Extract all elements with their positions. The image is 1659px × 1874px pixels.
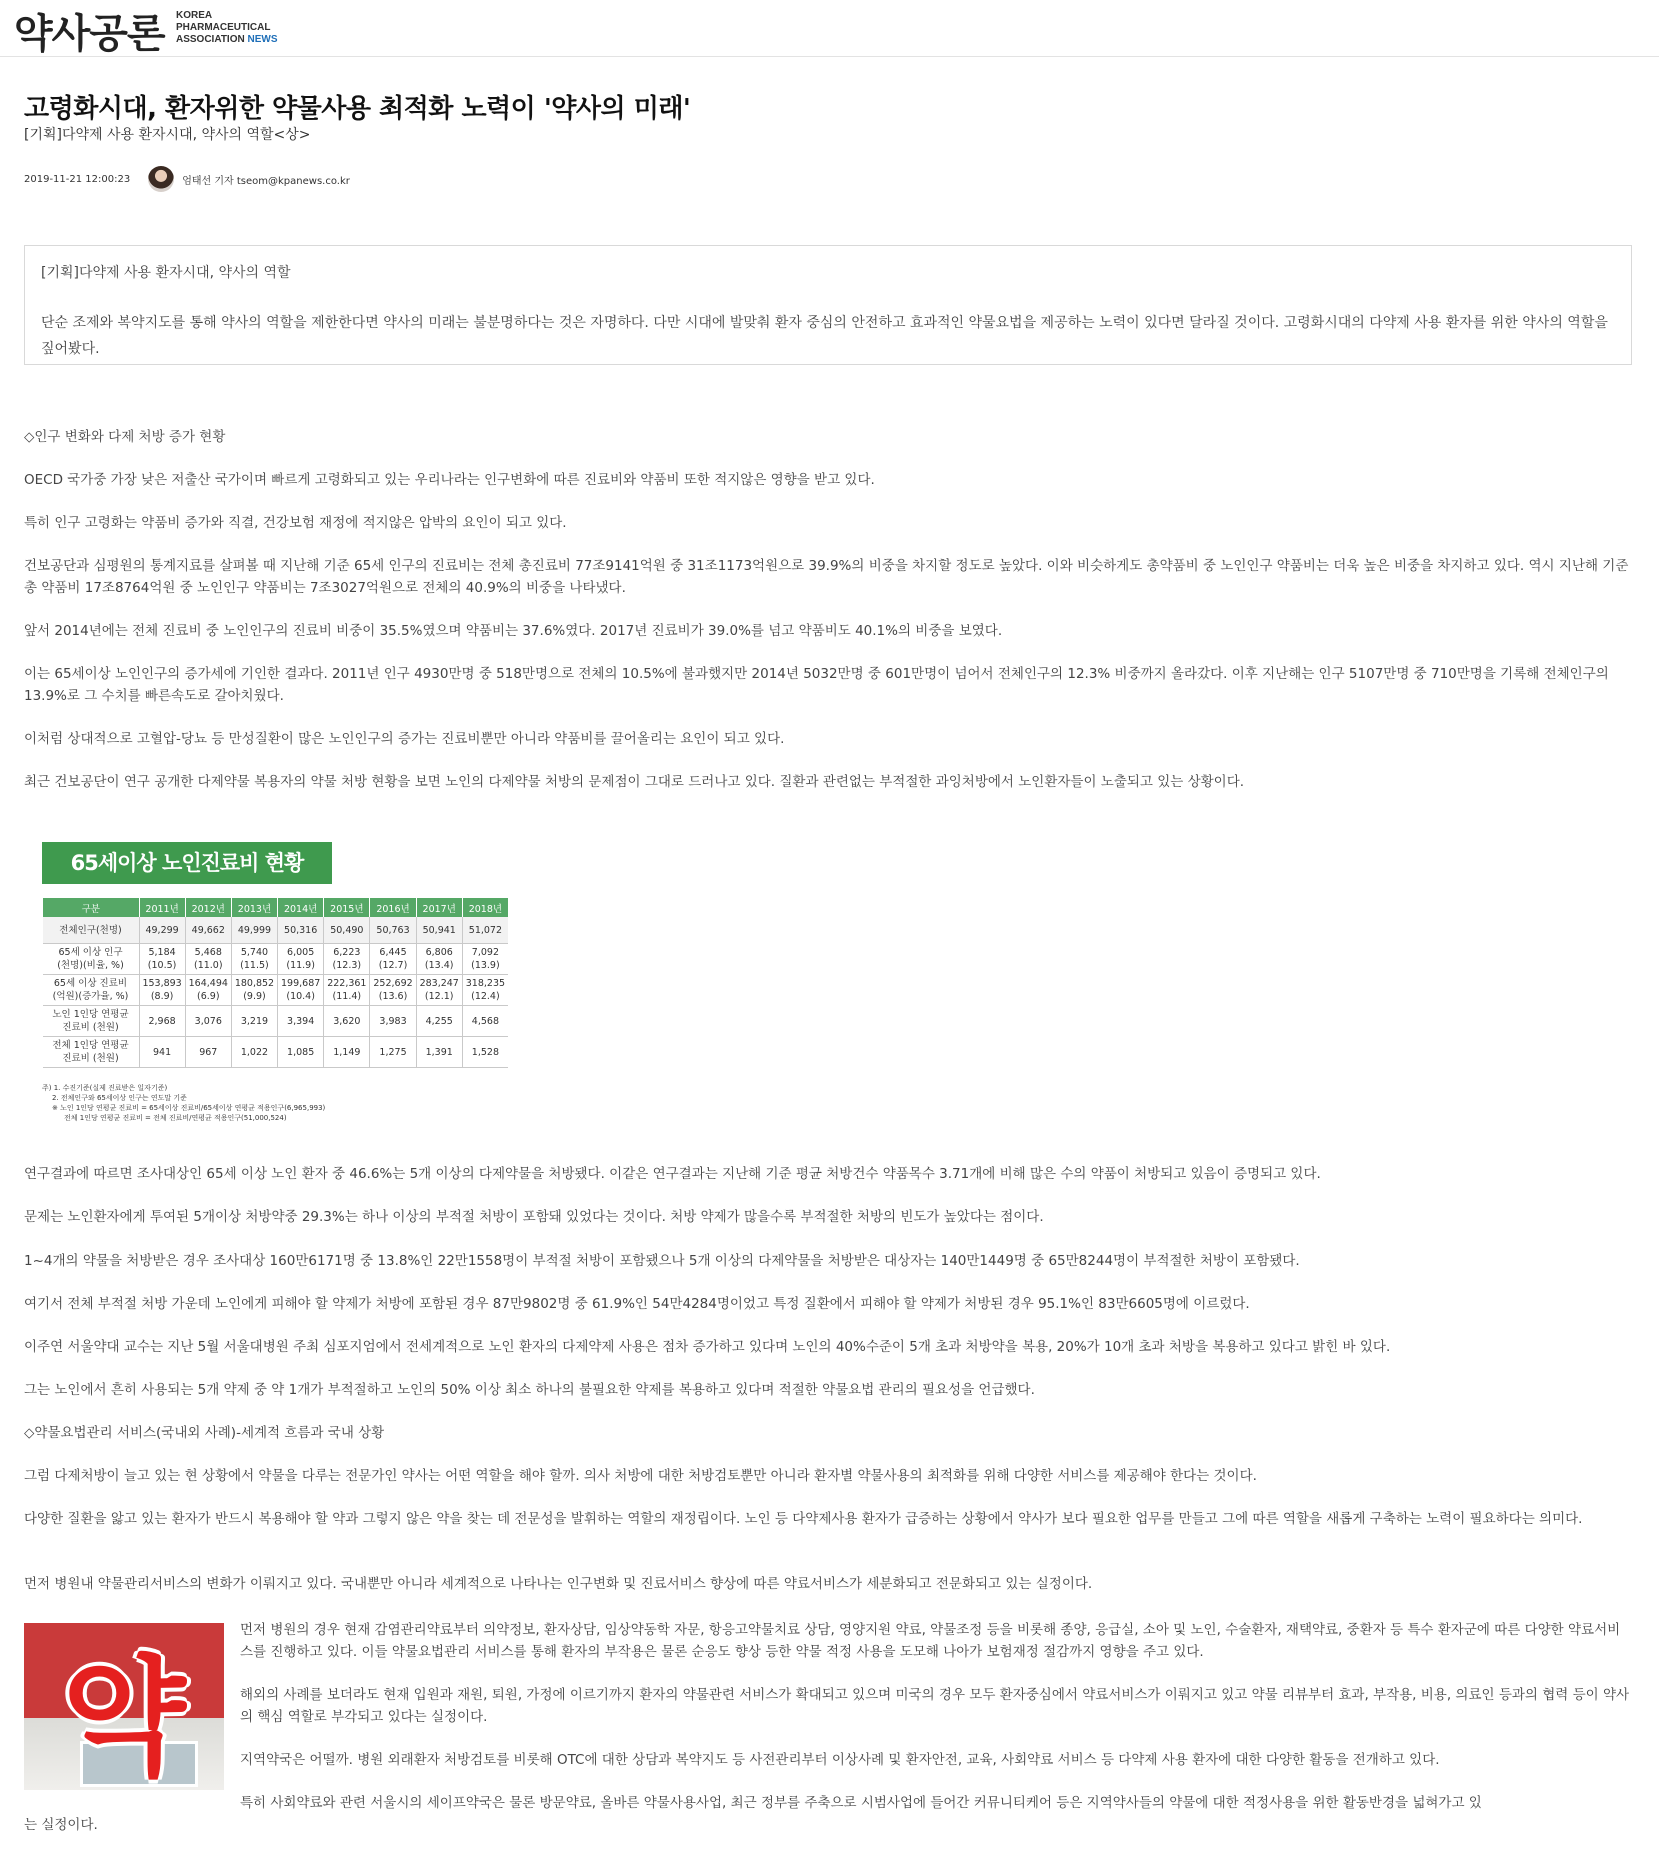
table-cell: 1,275 [370, 1037, 416, 1068]
table-cell: 164,494 (6.9) [185, 975, 231, 1006]
table-header: 2011년 [139, 898, 185, 917]
table-cell: 5,740 (11.5) [231, 944, 277, 975]
infographic-notes: 주) 1. 수진기준(실제 진료받은 일자기준) 2. 전체인구와 65세이상 인구는 연도말 기준 ※ 노인 1인당 연평균 진료비 = 65세이상 진료비/65세이상 연평균 적용인구(6,965,993) 전체 1인당 연평균 진료비 = 전체 진료비/연평균 적용인구(51,000,524) [42, 1084, 326, 1122]
table-cell: 50,763 [370, 917, 416, 944]
article-byline[interactable]: 엄태선 기자 tseom@kpanews.co.kr [182, 175, 350, 187]
article-paragraph: 문제는 노인환자에게 투여된 5개이상 처방약중 29.3%는 하나 이상의 부적절 처방이 포함돼 있었다는 것이다. 처방 약제가 많을수록 부적절한 처방의 빈도가 높았다는 점이다. [24, 1209, 1044, 1225]
table-row [43, 1006, 509, 1037]
table-header: 2017년 [416, 898, 462, 917]
table-cell: 50,316 [278, 917, 324, 944]
article-date: 2019-11-21 12:00:23 [24, 173, 131, 185]
article-paragraph: 특히 인구 고령화는 약품비 증가와 직결, 건강보험 재정에 적지않은 압박의 요인이 되고 있다. [24, 515, 567, 531]
article-paragraph: 앞서 2014년에는 전체 진료비 중 노인인구의 진료비 비중이 35.5%였으며 약품비는 37.6%였다. 2017년 진료비가 39.0%를 넘고 약품비도 40.1%의 비중을 보였다. [24, 623, 1003, 639]
table-cell: 3,394 [278, 1006, 324, 1037]
table-header: 2014년 [278, 898, 324, 917]
table-header: 2013년 [231, 898, 277, 917]
table-cell: 1,528 [462, 1037, 508, 1068]
article-subhead: [기획]다약제 사용 환자시대, 약사의 역할<상> [24, 127, 311, 143]
table-cell: 6,806 (13.4) [416, 944, 462, 975]
table-cell: 49,999 [231, 917, 277, 944]
table-cell: 1,085 [278, 1037, 324, 1068]
table-cell: 1,391 [416, 1037, 462, 1068]
article-paragraph: 이는 65세이상 노인인구의 증가세에 기인한 결과다. 2011년 인구 4930만명 중 518만명으로 전체의 10.5%에 불과했지만 2014년 5032만명 중 601만명이 넘어서 전체인구의 12.3% 비중까지 올라갔다. 이후 지난해는 인구 5107만명 중 710만명을 기록해 전체인구의 13.9%로 그 수치를 빠른속도로 갈아치웠다. [24, 666, 1609, 704]
table-cell: 5,468 (11.0) [185, 944, 231, 975]
table-cell: 3,983 [370, 1006, 416, 1037]
table-header: 2015년 [324, 898, 370, 917]
table-cell: 967 [185, 1037, 231, 1068]
article-paragraph: 그는 노인에서 흔히 사용되는 5개 약제 중 약 1개가 부적절하고 노인의 50% 이상 최소 하나의 불필요한 약제를 복용하고 있다며 적절한 약물요법 관리의 필요성을 언급했다. [24, 1382, 1035, 1398]
article-meta [24, 166, 350, 192]
table-cell: 6,223 (12.3) [324, 944, 370, 975]
table-row-label: 전체인구(천명) [43, 917, 140, 944]
summary-body: 단순 조제와 복약지도를 통해 약사의 역할을 제한한다면 약사의 미래는 불분명하다는 것은 자명하다. 다만 시대에 발맞춰 환자 중심의 안전하고 효과적인 약물요법을 제공하는 노력이 있다면 달라질 것이다. 고령화시대의 다약제 사용 환자를 위한 약사의 역할을 짚어봤다. [41, 315, 1608, 357]
table-body [43, 917, 509, 1068]
table-header-row [43, 898, 509, 917]
table-row-label: 노인 1인당 연평균 진료비 (천원) [43, 1006, 140, 1037]
masthead [0, 0, 1659, 57]
table-header: 2018년 [462, 898, 508, 917]
table-cell: 283,247 (12.1) [416, 975, 462, 1006]
table-cell: 49,662 [185, 917, 231, 944]
table-row [43, 975, 509, 1006]
table-cell: 7,092 (13.9) [462, 944, 508, 975]
table-row [43, 1037, 509, 1068]
article-paragraph: 이처럼 상대적으로 고혈압-당뇨 등 만성질환이 많은 노인인구의 증가는 진료비뿐만 아니라 약품비를 끌어올리는 요인이 되고 있다. [24, 731, 785, 747]
table-cell: 3,076 [185, 1006, 231, 1037]
article-paragraph: 다양한 질환을 앓고 있는 환자가 반드시 복용해야 할 약과 그렇지 않은 약을 찾는 데 전문성을 발휘하는 역할의 재정립이다. 노인 등 다약제사용 환자가 급증하는 상황에서 약사가 보다 필요한 업무를 만들고 그에 따른 역할을 새롭게 구축하는 노력이 필요하다는 의미다. [24, 1511, 1583, 1527]
table-cell: 6,445 (12.7) [370, 944, 416, 975]
article-paragraph: 연구결과에 따르면 조사대상인 65세 이상 노인 환자 중 46.6%는 5개 이상의 다제약물을 처방됐다. 이같은 연구결과는 지난해 기준 평균 처방건수 약품목수 3.71개에 비해 많은 수의 약품이 처방되고 있음이 증명되고 있다. [24, 1166, 1321, 1182]
reporter-avatar [148, 166, 174, 192]
table-row [43, 944, 509, 975]
table-row-label: 65세 이상 인구 (천명)(비율, %) [43, 944, 140, 975]
table-cell: 252,692 (13.6) [370, 975, 416, 1006]
article-paragraph: 최근 건보공단이 연구 공개한 다제약물 복용자의 약물 처방 현황을 보면 노인의 다제약물 처방의 문제점이 그대로 드러나고 있다. 질환과 관련없는 부적절한 과잉처방에서 노인환자들이 노출되고 있는 상황이다. [24, 774, 1245, 790]
infographic-title: 65세이상 노인진료비 현황 [42, 842, 332, 884]
article-summary-box [24, 245, 1632, 365]
table-cell: 180,852 (9.9) [231, 975, 277, 1006]
table-cell: 3,620 [324, 1006, 370, 1037]
table-cell: 199,687 (10.4) [278, 975, 324, 1006]
table-cell: 51,072 [462, 917, 508, 944]
table-row-label: 전체 1인당 연평균 진료비 (천원) [43, 1037, 140, 1068]
article-paragraph: 여기서 전체 부적절 처방 가운데 노인에게 피해야 할 약제가 처방에 포함된 경우 87만9802명 중 61.9%인 54만4284명이었고 특정 질환에서 피해야 할 약제가 처방된 경우 95.1%인 83만6605명에 이르렀다. [24, 1296, 1250, 1312]
site-logo[interactable]: 약사공론 [14, 11, 165, 57]
table-cell: 49,299 [139, 917, 185, 944]
table-header: 2012년 [185, 898, 231, 917]
section-heading: ◇인구 변화와 다제 처방 증가 현황 [24, 429, 226, 445]
section-heading: ◇약물요법관리 서비스(국내외 사례)-세계적 흐름과 국내 상황 [24, 1425, 385, 1441]
table-cell: 3,219 [231, 1006, 277, 1037]
table-cell: 1,022 [231, 1037, 277, 1068]
article-paragraph: 이주연 서울약대 교수는 지난 5월 서울대병원 주최 심포지엄에서 전세계적으로 노인 환자의 다제약제 사용은 점차 증가하고 있다며 노인의 40%수준이 5개 초과 처방약을 복용, 20%가 10개 초과 처방을 복용하고 있다고 밝힌 바 있다. [24, 1339, 1391, 1355]
table-row [43, 917, 509, 944]
article-paragraph: 해외의 사례를 보더라도 현재 입원과 재원, 퇴원, 가정에 이르기까지 환자의 약물관련 서비스가 확대되고 있으며 미국의 경우 모두 환자중심에서 약료서비스가 이뤄지고 있고 약물 리뷰부터 효과, 부작용, 비용, 의료인 등과의 협력 등이 약사의 핵심 역할로 부각되고 있다는 실정이다. [240, 1687, 1630, 1725]
table-header: 구분 [43, 898, 140, 917]
table-cell: 4,568 [462, 1006, 508, 1037]
table-cell: 5,184 (10.5) [139, 944, 185, 975]
pharmacy-sign-glyph: 약 [62, 1644, 186, 1790]
article-paragraph: 먼저 병원의 경우 현재 감염관리약료부터 의약정보, 환자상담, 임상약동학 자문, 항응고약물치료 상담, 영양지원 약료, 약물조정 등을 비롯해 종양, 응급실, 소아 및 노인, 수술환자, 재택약료, 중환자 등 특수 환자군에 따른 다양한 약료서비스를 진행하고 있다. 이들 약물요법관리 서비스를 통해 환자의 부작용은 물론 순응도 향상 등한 약물 적정 사용을 도모해 나아가 보험재정 절감까지 영향을 주고 있다. [240, 1622, 1621, 1660]
table-cell: 4,255 [416, 1006, 462, 1037]
site-logo-english: KOREA PHARMACEUTICAL ASSOCIATION NEWS [176, 10, 278, 45]
summary-title: [기획]다약제 사용 환자시대, 약사의 역할 [41, 265, 291, 281]
article-paragraph: 먼저 병원내 약물관리서비스의 변화가 이뤄지고 있다. 국내뿐만 아니라 세계적으로 나타나는 인구변화 및 진료서비스 향상에 따른 약료서비스가 세분화되고 전문화되고 있는 실정이다. [24, 1576, 1093, 1592]
article-headline: 고령화시대, 환자위한 약물사용 최적화 노력이 '약사의 미래' [24, 94, 691, 124]
table-row-label: 65세 이상 진료비 (억원)(증가율, %) [43, 975, 140, 1006]
article-paragraph: 1~4개의 약물을 처방받은 경우 조사대상 160만6171명 중 13.8%인 22만1558명이 부적절 처방이 포함됐으나 5개 이상의 다제약물을 처방받은 대상자는 140만1449명 중 65만8244명이 부적절한 처방이 포함됐다. [24, 1253, 1300, 1269]
table-header: 2016년 [370, 898, 416, 917]
article-paragraph: 지역약국은 어떨까. 병원 외래환자 처방검토를 비롯해 OTC에 대한 상담과 복약지도 등 사전관리부터 이상사례 및 환자안전, 교육, 사회약료 서비스 등 다약제 사용 환자에 대한 다양한 활동을 전개하고 있다. [240, 1752, 1440, 1768]
article-paragraph: 특히 사회약료와 관련 서울시의 세이프약국은 물론 방문약료, 올바른 약물사용사업, 최근 정부를 주축으로 시범사업에 들어간 커뮤니티케어 등은 지역약사들의 약물에 대한 적정사용을 위한 활동반경을 넓혀가고 있 [240, 1795, 1482, 1811]
pharmacy-sign-photo [24, 1623, 224, 1790]
table-cell: 153,893 (8.9) [139, 975, 185, 1006]
table-cell: 222,361 (11.4) [324, 975, 370, 1006]
article-paragraph: 그럼 다제처방이 늘고 있는 현 상황에서 약물을 다루는 전문가인 약사는 어떤 역할을 해야 할까. 의사 처방에 대한 처방검토뿐만 아니라 환자별 약물사용의 최적화를 위해 다양한 서비스를 제공해야 한다는 것이다. [24, 1468, 1257, 1484]
elderly-medical-cost-table [42, 898, 508, 1068]
table-cell: 50,490 [324, 917, 370, 944]
article-paragraph: OECD 국가중 가장 낮은 저출산 국가이며 빠르게 고령화되고 있는 우리나라는 인구변화에 따른 진료비와 약품비 또한 적지않은 영향을 받고 있다. [24, 472, 875, 488]
table-cell: 2,968 [139, 1006, 185, 1037]
article-paragraph: 건보공단과 심평원의 통계지료를 살펴볼 때 지난해 기준 65세 인구의 진료비는 전체 총진료비 77조9141억원 중 31조1173억원으로 39.9%의 비중을 차지할 정도로 높았다. 이와 비슷하게도 총약품비 중 노인인구 약품비는 더욱 높은 비중을 차지하고 있다. 역시 지난해 기준 총 약품비 17조8764억원 중 노인인구 약품비는 7조3027억원으로 전체의 40.9%의 비중을 나타냈다. [24, 558, 1629, 596]
table-cell: 1,149 [324, 1037, 370, 1068]
table-cell: 6,005 (11.9) [278, 944, 324, 975]
table-cell: 318,235 (12.4) [462, 975, 508, 1006]
elderly-medical-cost-table-image [38, 838, 514, 1133]
table-cell: 941 [139, 1037, 185, 1068]
table-cell: 50,941 [416, 917, 462, 944]
article-paragraph: 는 실정이다. [24, 1817, 98, 1833]
